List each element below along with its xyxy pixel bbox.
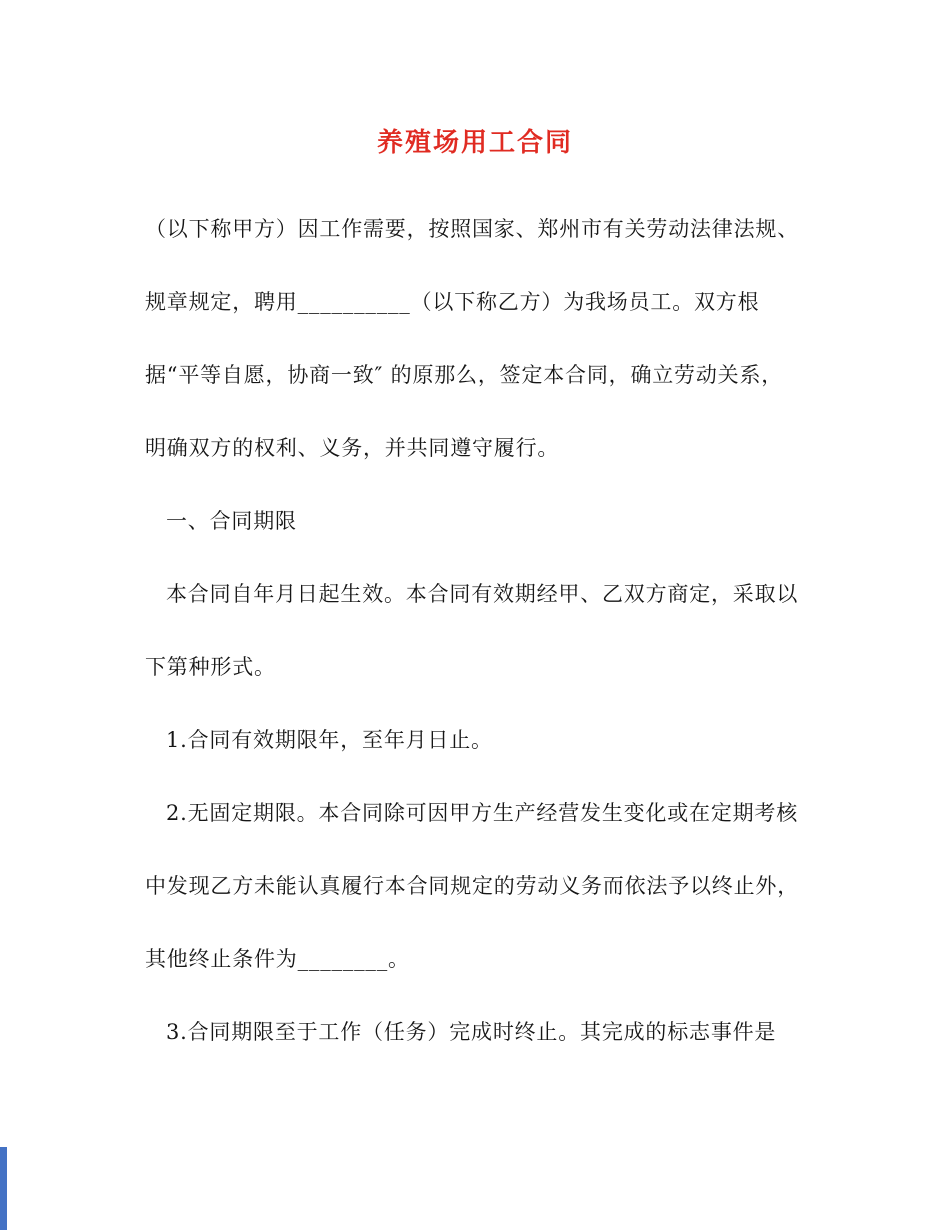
body-line: 据“平等自愿，协商一致″ 的原那么，签定本合同，确立劳动关系， bbox=[145, 363, 784, 387]
section-heading: 一、合同期限 bbox=[166, 509, 297, 533]
body-line: （以下称甲方）因工作需要，按照国家、郑州市有关劳动法律法规、 bbox=[145, 217, 799, 241]
body-line: 1.合同有效期限年，至年月日止。 bbox=[166, 728, 493, 752]
body-line: 中发现乙方未能认真履行本合同规定的劳动义务而依法予以终止外， bbox=[145, 874, 799, 898]
contract-title: 养殖场用工合同 bbox=[376, 128, 573, 158]
body-line: 规章规定，聘用__________（以下称乙方）为我场员工。双方根 bbox=[145, 290, 760, 314]
body-line: 3.合同期限至于工作（任务）完成时终止。其完成的标志事件是 bbox=[166, 1020, 777, 1044]
contract-body bbox=[145, 193, 805, 1069]
body-line: 下第种形式。 bbox=[145, 655, 276, 679]
body-line: 其他终止条件为________。 bbox=[145, 947, 410, 971]
body-line: 明确双方的权利、义务，并共同遵守履行。 bbox=[145, 436, 560, 460]
body-line: 2.无固定期限。本合同除可因甲方生产经营发生变化或在定期考核 bbox=[166, 801, 799, 825]
scrollbar-fragment[interactable] bbox=[0, 1147, 7, 1230]
body-line: 本合同自年月日起生效。本合同有效期经甲、乙双方商定，采取以 bbox=[166, 582, 799, 606]
